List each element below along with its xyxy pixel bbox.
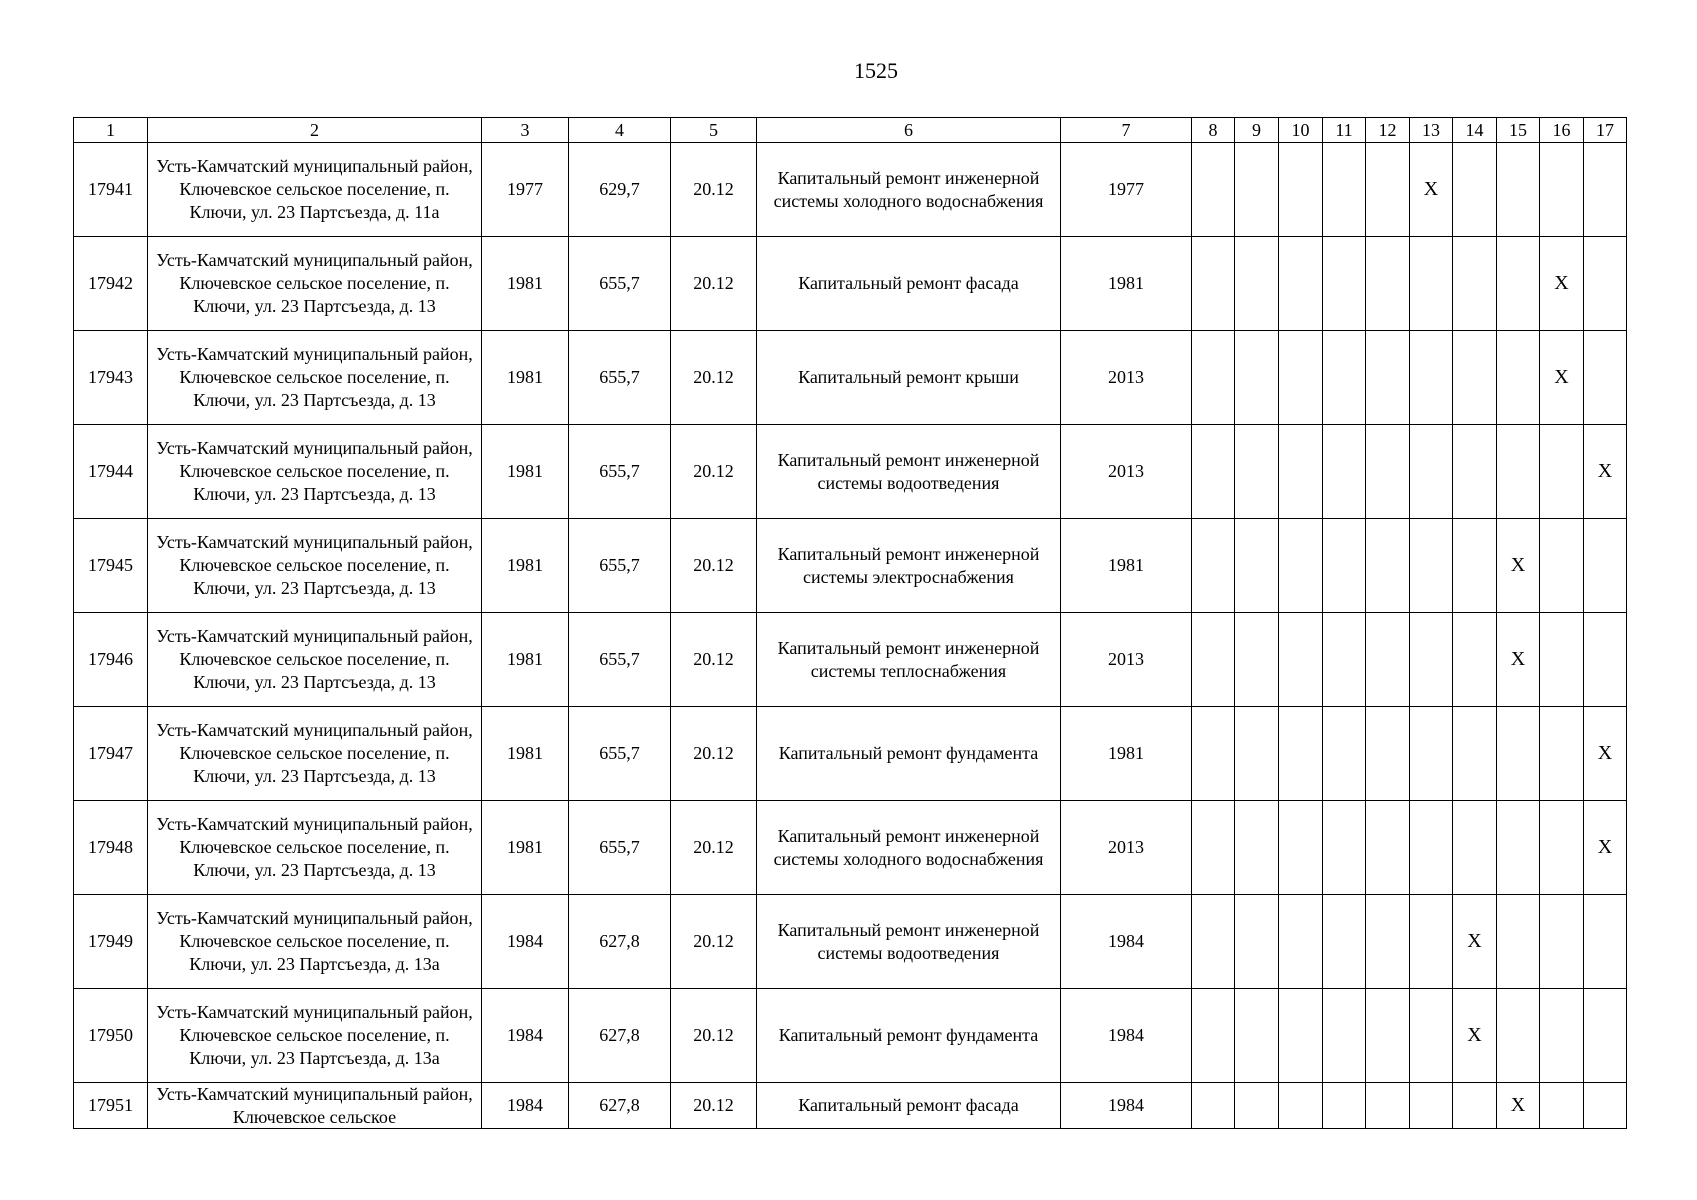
mark-cell-8 [1192, 237, 1235, 331]
column-header: 16 [1540, 118, 1584, 143]
address-cell [148, 1083, 482, 1129]
code-cell: 20.12 [671, 237, 757, 331]
code-cell: 20.12 [671, 519, 757, 613]
row-number: 17945 [74, 519, 148, 613]
mark-cell-14 [1453, 707, 1497, 801]
address-text: Усть-Камчатский муниципальный район, Ключевское сельское поселение, п. Ключи, ул. 23 Партсъезда, д. 13а [156, 1002, 473, 1068]
code-cell: 20.12 [671, 613, 757, 707]
work-type-cell: Капитальный ремонт инженерной системы водоотведения [757, 425, 1061, 519]
year-cell: 2013 [1061, 613, 1192, 707]
area-cell: 655,7 [569, 237, 671, 331]
mark-cell-10 [1279, 331, 1323, 425]
address-text: Усть-Камчатский муниципальный район, Ключевское сельское поселение, п. Ключи, ул. 23 Партсъезда, д. 13 [156, 626, 473, 692]
mark-cell-17: X [1584, 425, 1627, 519]
mark-cell-9 [1235, 989, 1279, 1083]
address-cell [148, 989, 482, 1083]
code-cell: 20.12 [671, 989, 757, 1083]
code-cell: 20.12 [671, 707, 757, 801]
page-number: 1525 [854, 58, 898, 83]
mark-cell-16 [1540, 519, 1584, 613]
table-row [74, 801, 1627, 895]
mark-cell-9 [1235, 1083, 1279, 1129]
row-number: 17946 [74, 613, 148, 707]
mark-cell-12 [1366, 143, 1410, 237]
mark-cell-16 [1540, 989, 1584, 1083]
mark-cell-8 [1192, 613, 1235, 707]
column-header: 1 [74, 118, 148, 143]
mark-cell-16 [1540, 801, 1584, 895]
mark-cell-10 [1279, 989, 1323, 1083]
mark-cell-9 [1235, 895, 1279, 989]
mark-cell-9 [1235, 331, 1279, 425]
work-type-cell: Капитальный ремонт фасада [757, 1083, 1061, 1129]
year-built-cell: 1981 [482, 613, 569, 707]
area-cell: 655,7 [569, 425, 671, 519]
mark-cell-12 [1366, 613, 1410, 707]
year-cell: 1984 [1061, 895, 1192, 989]
mark-cell-16 [1540, 425, 1584, 519]
mark-cell-15 [1497, 989, 1540, 1083]
area-cell: 655,7 [569, 331, 671, 425]
mark-cell-17 [1584, 989, 1627, 1083]
area-cell: 629,7 [569, 143, 671, 237]
mark-cell-10 [1279, 801, 1323, 895]
row-number: 17947 [74, 707, 148, 801]
column-header: 8 [1192, 118, 1235, 143]
mark-cell-11 [1323, 801, 1366, 895]
table-row [74, 1083, 1627, 1129]
mark-cell-17 [1584, 331, 1627, 425]
work-type-cell: Капитальный ремонт инженерной системы холодного водоснабжения [757, 143, 1061, 237]
year-cell: 2013 [1061, 801, 1192, 895]
address-text: Усть-Камчатский муниципальный район, Ключевское сельское поселение, п. Ключи, ул. 23 Партсъезда, д. 13а [156, 908, 473, 974]
address-cell [148, 613, 482, 707]
mark-cell-10 [1279, 895, 1323, 989]
address-cell [148, 519, 482, 613]
work-type-cell: Капитальный ремонт инженерной системы электроснабжения [757, 519, 1061, 613]
mark-cell-11 [1323, 707, 1366, 801]
area-cell: 655,7 [569, 707, 671, 801]
mark-cell-13 [1410, 801, 1453, 895]
code-cell: 20.12 [671, 1083, 757, 1129]
year-built-cell: 1981 [482, 237, 569, 331]
mark-cell-11 [1323, 143, 1366, 237]
mark-cell-16: X [1540, 331, 1584, 425]
year-built-cell: 1981 [482, 707, 569, 801]
repair-schedule-table [73, 117, 1627, 1129]
area-cell: 627,8 [569, 895, 671, 989]
mark-cell-11 [1323, 237, 1366, 331]
year-cell: 1984 [1061, 989, 1192, 1083]
mark-cell-12 [1366, 989, 1410, 1083]
year-cell: 1984 [1061, 1083, 1192, 1129]
mark-cell-9 [1235, 143, 1279, 237]
mark-cell-12 [1366, 425, 1410, 519]
mark-cell-10 [1279, 425, 1323, 519]
mark-cell-15 [1497, 425, 1540, 519]
mark-cell-17 [1584, 143, 1627, 237]
header-row [74, 118, 1627, 143]
row-number: 17944 [74, 425, 148, 519]
column-header: 6 [757, 118, 1061, 143]
mark-cell-12 [1366, 801, 1410, 895]
area-cell: 655,7 [569, 519, 671, 613]
mark-cell-13 [1410, 237, 1453, 331]
mark-cell-9 [1235, 425, 1279, 519]
mark-cell-13 [1410, 895, 1453, 989]
column-header: 12 [1366, 118, 1410, 143]
mark-cell-10 [1279, 519, 1323, 613]
area-cell: 655,7 [569, 613, 671, 707]
column-header: 3 [482, 118, 569, 143]
mark-cell-12 [1366, 707, 1410, 801]
address-text: Усть-Камчатский муниципальный район, Ключевское сельское поселение, п. Ключи, ул. 23 Партсъезда, д. 13 [156, 814, 473, 880]
address-text: Усть-Камчатский муниципальный район, Ключевское сельское поселение, п. Ключи, ул. 23 Партсъезда, д. 13 [156, 344, 473, 410]
mark-cell-17 [1584, 613, 1627, 707]
mark-cell-8 [1192, 895, 1235, 989]
area-cell: 655,7 [569, 801, 671, 895]
table-row [74, 237, 1627, 331]
mark-cell-17: X [1584, 707, 1627, 801]
mark-cell-16 [1540, 707, 1584, 801]
mark-cell-14: X [1453, 895, 1497, 989]
mark-cell-13 [1410, 989, 1453, 1083]
mark-cell-8 [1192, 425, 1235, 519]
mark-cell-8 [1192, 519, 1235, 613]
mark-cell-9 [1235, 801, 1279, 895]
mark-cell-13 [1410, 613, 1453, 707]
table-row [74, 519, 1627, 613]
address-text: Усть-Камчатский муниципальный район, Ключевское сельское поселение, п. Ключи, ул. 23 Партсъезда, д. 13 [156, 438, 473, 504]
year-built-cell: 1981 [482, 801, 569, 895]
address-text: Усть-Камчатский муниципальный район, Ключевское сельское поселение, п. Ключи, ул. 23 Партсъезда, д. 13 [156, 532, 473, 598]
year-built-cell: 1981 [482, 331, 569, 425]
column-header: 13 [1410, 118, 1453, 143]
work-type-cell: Капитальный ремонт инженерной системы холодного водоснабжения [757, 801, 1061, 895]
mark-cell-11 [1323, 331, 1366, 425]
address-cell [148, 237, 482, 331]
mark-cell-17 [1584, 237, 1627, 331]
year-cell: 1981 [1061, 707, 1192, 801]
work-type-cell: Капитальный ремонт фундамента [757, 707, 1061, 801]
year-cell: 1981 [1061, 519, 1192, 613]
year-cell: 1977 [1061, 143, 1192, 237]
mark-cell-17 [1584, 519, 1627, 613]
column-header: 15 [1497, 118, 1540, 143]
mark-cell-13 [1410, 519, 1453, 613]
mark-cell-14 [1453, 237, 1497, 331]
column-header: 4 [569, 118, 671, 143]
mark-cell-12 [1366, 331, 1410, 425]
mark-cell-14 [1453, 143, 1497, 237]
mark-cell-8 [1192, 143, 1235, 237]
mark-cell-16: X [1540, 237, 1584, 331]
mark-cell-17 [1584, 1083, 1627, 1129]
column-header: 10 [1279, 118, 1323, 143]
column-header: 17 [1584, 118, 1627, 143]
work-type-cell: Капитальный ремонт инженерной системы теплоснабжения [757, 613, 1061, 707]
row-number: 17949 [74, 895, 148, 989]
column-header: 7 [1061, 118, 1192, 143]
address-text: Усть-Камчатский муниципальный район, Ключевское сельское [156, 1084, 473, 1127]
mark-cell-11 [1323, 613, 1366, 707]
code-cell: 20.12 [671, 331, 757, 425]
mark-cell-9 [1235, 707, 1279, 801]
table-row [74, 613, 1627, 707]
mark-cell-8 [1192, 989, 1235, 1083]
mark-cell-13 [1410, 331, 1453, 425]
mark-cell-10 [1279, 707, 1323, 801]
row-number: 17951 [74, 1083, 148, 1129]
mark-cell-16 [1540, 1083, 1584, 1129]
mark-cell-13 [1410, 425, 1453, 519]
mark-cell-9 [1235, 237, 1279, 331]
work-type-cell: Капитальный ремонт фундамента [757, 989, 1061, 1083]
mark-cell-16 [1540, 143, 1584, 237]
mark-cell-14 [1453, 425, 1497, 519]
mark-cell-10 [1279, 237, 1323, 331]
mark-cell-15 [1497, 331, 1540, 425]
mark-cell-14 [1453, 801, 1497, 895]
address-cell [148, 801, 482, 895]
mark-cell-11 [1323, 1083, 1366, 1129]
work-type-cell: Капитальный ремонт фасада [757, 237, 1061, 331]
mark-cell-13: X [1410, 143, 1453, 237]
address-text: Усть-Камчатский муниципальный район, Ключевское сельское поселение, п. Ключи, ул. 23 Партсъезда, д. 11а [156, 156, 473, 222]
column-header: 9 [1235, 118, 1279, 143]
area-cell: 627,8 [569, 989, 671, 1083]
address-text: Усть-Камчатский муниципальный район, Ключевское сельское поселение, п. Ключи, ул. 23 Партсъезда, д. 13 [156, 720, 473, 786]
mark-cell-10 [1279, 143, 1323, 237]
code-cell: 20.12 [671, 895, 757, 989]
table-row [74, 425, 1627, 519]
address-cell [148, 707, 482, 801]
mark-cell-15 [1497, 143, 1540, 237]
mark-cell-15: X [1497, 1083, 1540, 1129]
mark-cell-16 [1540, 613, 1584, 707]
column-header: 5 [671, 118, 757, 143]
year-built-cell: 1984 [482, 1083, 569, 1129]
code-cell: 20.12 [671, 801, 757, 895]
year-built-cell: 1984 [482, 989, 569, 1083]
work-type-cell: Капитальный ремонт крыши [757, 331, 1061, 425]
mark-cell-8 [1192, 707, 1235, 801]
address-text: Усть-Камчатский муниципальный район, Ключевское сельское поселение, п. Ключи, ул. 23 Партсъезда, д. 13 [156, 250, 473, 316]
year-cell: 2013 [1061, 331, 1192, 425]
mark-cell-13 [1410, 707, 1453, 801]
address-cell [148, 425, 482, 519]
table-row [74, 143, 1627, 237]
mark-cell-12 [1366, 895, 1410, 989]
mark-cell-15 [1497, 237, 1540, 331]
mark-cell-12 [1366, 1083, 1410, 1129]
address-cell [148, 143, 482, 237]
mark-cell-15: X [1497, 613, 1540, 707]
mark-cell-10 [1279, 1083, 1323, 1129]
mark-cell-11 [1323, 895, 1366, 989]
row-number: 17942 [74, 237, 148, 331]
mark-cell-14 [1453, 613, 1497, 707]
year-built-cell: 1984 [482, 895, 569, 989]
mark-cell-11 [1323, 989, 1366, 1083]
year-built-cell: 1981 [482, 425, 569, 519]
mark-cell-8 [1192, 1083, 1235, 1129]
mark-cell-15 [1497, 707, 1540, 801]
table-row [74, 707, 1627, 801]
year-built-cell: 1977 [482, 143, 569, 237]
area-cell: 627,8 [569, 1083, 671, 1129]
mark-cell-12 [1366, 519, 1410, 613]
mark-cell-8 [1192, 801, 1235, 895]
row-number: 17941 [74, 143, 148, 237]
mark-cell-13 [1410, 1083, 1453, 1129]
mark-cell-17 [1584, 895, 1627, 989]
mark-cell-16 [1540, 895, 1584, 989]
column-header: 11 [1323, 118, 1366, 143]
code-cell: 20.12 [671, 143, 757, 237]
mark-cell-12 [1366, 237, 1410, 331]
mark-cell-14 [1453, 519, 1497, 613]
code-cell: 20.12 [671, 425, 757, 519]
table-row [74, 331, 1627, 425]
mark-cell-15 [1497, 801, 1540, 895]
year-cell: 1981 [1061, 237, 1192, 331]
mark-cell-17: X [1584, 801, 1627, 895]
mark-cell-10 [1279, 613, 1323, 707]
mark-cell-8 [1192, 331, 1235, 425]
row-number: 17950 [74, 989, 148, 1083]
column-header: 14 [1453, 118, 1497, 143]
row-number: 17948 [74, 801, 148, 895]
mark-cell-15: X [1497, 519, 1540, 613]
row-number: 17943 [74, 331, 148, 425]
mark-cell-15 [1497, 895, 1540, 989]
mark-cell-14 [1453, 331, 1497, 425]
mark-cell-9 [1235, 519, 1279, 613]
mark-cell-14: X [1453, 989, 1497, 1083]
mark-cell-9 [1235, 613, 1279, 707]
table-row [74, 895, 1627, 989]
column-header: 2 [148, 118, 482, 143]
work-type-cell: Капитальный ремонт инженерной системы водоотведения [757, 895, 1061, 989]
address-cell [148, 895, 482, 989]
year-cell: 2013 [1061, 425, 1192, 519]
year-built-cell: 1981 [482, 519, 569, 613]
mark-cell-11 [1323, 425, 1366, 519]
mark-cell-11 [1323, 519, 1366, 613]
mark-cell-14 [1453, 1083, 1497, 1129]
address-cell [148, 331, 482, 425]
table-row [74, 989, 1627, 1083]
